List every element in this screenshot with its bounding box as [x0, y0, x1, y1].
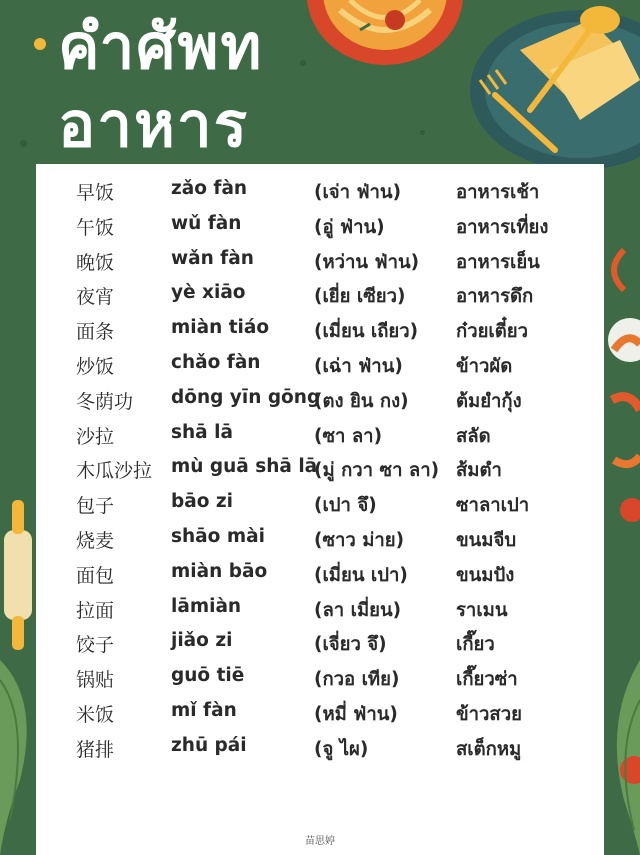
pinyin: dōng yīn gōng	[171, 386, 321, 408]
chinese-word: 猪排	[76, 738, 115, 761]
thai-reading: (เจี่ยว จึ)	[314, 634, 387, 656]
vocabulary-row	[36, 487, 604, 522]
thai-meaning: อาหารเย็น	[456, 251, 540, 273]
pinyin: bāo zi	[171, 491, 233, 513]
thai-reading: (เมี่ยน เปา)	[314, 564, 408, 586]
thai-meaning: สลัด	[456, 425, 491, 447]
thai-reading: (เมี่ยน เถียว)	[314, 321, 419, 343]
pinyin: shāo mài	[171, 525, 265, 547]
chinese-word: 拉面	[76, 599, 115, 622]
vocabulary-row	[36, 731, 604, 766]
vocabulary-row	[36, 418, 604, 453]
thai-meaning: ขนมปัง	[456, 564, 515, 586]
vocabulary-row	[36, 313, 604, 348]
chinese-word: 包子	[76, 495, 115, 518]
pinyin: wǎn fàn	[171, 247, 254, 269]
thai-reading: (กวอ เทีย)	[314, 669, 400, 691]
thai-reading: (เปา จึ)	[314, 495, 377, 517]
pinyin: mǐ fàn	[171, 699, 237, 721]
pinyin: yè xiāo	[171, 282, 246, 304]
thai-meaning: เกี๊ยว	[456, 634, 495, 656]
leaf-left-illustration	[0, 620, 36, 855]
chinese-word: 沙拉	[76, 425, 115, 448]
accent-dot	[34, 38, 46, 50]
chinese-word: 夜宵	[76, 286, 115, 309]
chinese-word: 晚饭	[76, 251, 115, 274]
vocabulary-row	[36, 592, 604, 627]
pinyin: miàn bāo	[171, 560, 268, 582]
thai-meaning: อาหารเช้า	[456, 182, 540, 203]
vocabulary-row	[36, 557, 604, 592]
vocabulary-row	[36, 174, 604, 209]
vocabulary-list	[36, 174, 604, 766]
chinese-word: 木瓜沙拉	[76, 460, 153, 483]
title-line-1: คำศัพท	[58, 10, 264, 83]
author-watermark: 苗思婷	[305, 836, 335, 847]
thai-reading: (จู ไผ)	[314, 738, 369, 760]
pinyin: guō tiē	[171, 665, 245, 687]
vocabulary-row	[36, 348, 604, 383]
thai-reading: (ลา เมี่ยน)	[314, 599, 402, 621]
pinyin: mù guā shā lā	[171, 456, 318, 478]
vocabulary-row	[36, 383, 604, 418]
chinese-word: 面条	[76, 321, 115, 344]
chinese-word: 炒饭	[76, 355, 115, 378]
thai-meaning: ขนมจีบ	[456, 529, 517, 551]
chinese-word: 饺子	[76, 634, 115, 657]
thai-meaning: ก๋วยเตี๋ยว	[456, 321, 528, 343]
title-line-2: อาหาร	[58, 88, 250, 161]
thai-meaning: สเต็กหมู	[456, 738, 522, 760]
chinese-word: 面包	[76, 564, 115, 587]
thai-reading: (ซา ลา)	[314, 425, 383, 447]
thai-reading: (หว่าน ฟ่าน)	[314, 251, 420, 273]
thai-reading: (ตง ยิน กง)	[314, 390, 409, 412]
chinese-word: 烧麦	[76, 529, 115, 552]
pinyin: zǎo fàn	[171, 178, 248, 199]
vocabulary-row	[36, 626, 604, 661]
page-title	[58, 8, 263, 164]
vocabulary-row	[36, 522, 604, 557]
chinese-word: 冬荫功	[76, 390, 134, 413]
thai-meaning: ต้มยำกุ้ง	[456, 390, 522, 412]
chinese-word: 午饭	[76, 216, 115, 239]
chinese-word: 早饭	[76, 182, 115, 204]
bg-speckle	[420, 130, 425, 135]
thai-meaning: เกี๊ยวซ่า	[456, 669, 518, 691]
pinyin: shā lā	[171, 421, 233, 443]
thai-meaning: ราเมน	[456, 599, 508, 621]
bread-plate-illustration	[460, 0, 640, 175]
thai-meaning: อาหารดึก	[456, 286, 534, 308]
thai-reading: (เยี่ย เซียว)	[314, 286, 406, 308]
vocabulary-row	[36, 278, 604, 313]
vocabulary-card	[36, 164, 604, 855]
shrimp-illustration	[604, 240, 640, 530]
pinyin: miàn tiáo	[171, 317, 270, 339]
thai-reading: (มู่ กวา ซา ลา)	[314, 460, 440, 482]
pinyin: wǔ fàn	[171, 212, 242, 234]
thai-meaning: ส้มตำ	[456, 460, 502, 482]
vocabulary-row	[36, 209, 604, 244]
chinese-word: 米饭	[76, 703, 115, 726]
pinyin: chǎo fàn	[171, 351, 261, 373]
thai-meaning: ข้าวสวย	[456, 703, 522, 725]
bg-speckle	[20, 140, 27, 147]
thai-reading: (อู่ ฟ่าน)	[314, 216, 385, 238]
thai-meaning: ข้าวผัด	[456, 355, 513, 377]
thai-meaning: อาหารเที่ยง	[456, 216, 549, 238]
leaf-right-illustration	[604, 640, 640, 855]
thai-reading: (เฉ่า ฟ่าน)	[314, 355, 403, 377]
vocabulary-row	[36, 696, 604, 731]
pinyin: jiǎo zi	[171, 630, 233, 652]
vocabulary-row	[36, 661, 604, 696]
vocabulary-row	[36, 452, 604, 487]
pinyin: lāmiàn	[171, 595, 242, 617]
thai-reading: (หมี่ ฟ่าน)	[314, 703, 398, 725]
thai-reading: (ซาว ม่าย)	[314, 529, 405, 551]
pinyin: zhū pái	[171, 734, 247, 756]
chinese-word: 锅贴	[76, 669, 115, 692]
thai-reading: (เจ่า ฟ่าน)	[314, 182, 402, 203]
thai-meaning: ซาลาเปา	[456, 495, 530, 517]
vocabulary-row	[36, 244, 604, 279]
pasta-plate-illustration	[300, 0, 470, 70]
